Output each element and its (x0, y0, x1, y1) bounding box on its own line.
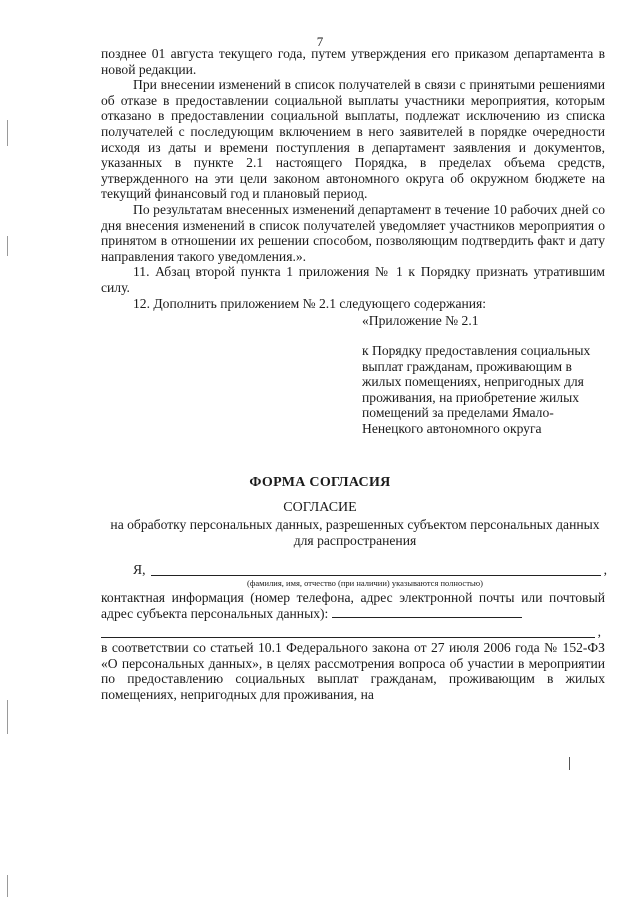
scan-margin-mark (7, 120, 8, 146)
paragraph-list-changes: При внесении изменений в список получателей в связи с принятыми решениями об отказе в предоставлении социальной выплаты участники мероприятия, которым отказано в предоставлении социальной выплаты, подлежат исключению из списка получателей с последующим включением в него заявителей в порядке очередности исходя из даты и времени поступления в департамент заявления и документов, указанных в пункте 2.1 настоящего Порядка, в пределах объема средств, утвержденного на эти цели законом автономного округа об окружном бюджете на текущий финансовый год и плановый период. (101, 77, 605, 202)
consent-subtitle: на обработку персональных данных, разрешенных субъектом персональных данных для распространения (110, 517, 600, 548)
contact-paragraph (101, 590, 605, 621)
page-number: 7 (316, 34, 324, 49)
contact-block (101, 590, 605, 621)
paragraph-continuation: позднее 01 августа текущего года, путем утверждения его приказом департамента в новой редакции. (101, 46, 605, 77)
contact-line-comma: , (597, 624, 601, 639)
scan-margin-mark (7, 700, 8, 734)
scan-margin-mark (7, 875, 8, 897)
contact-text: контактная информация (номер телефона, адрес электронной почты или почтовый адрес субъекта персональных данных): (101, 590, 605, 621)
scan-margin-mark (7, 236, 8, 256)
name-blank-field[interactable] (151, 575, 601, 576)
name-line-comma: , (603, 562, 607, 577)
paragraph-notification: По результатам внесенных изменений департамент в течение 10 рабочих дней со дня внесения изменений в список получателей уведомляет участников мероприятия о принятом в отношении их решении способом, позволяющим подтвердить факт и дату направления такого уведомления.». (101, 201, 605, 264)
legal-paragraph: в соответствии со статьей 10.1 Федерального закона от 27 июля 2006 года № 152-ФЗ «О персональных данных», в целях рассмотрения вопроса об участии в мероприятии по предоставлению социальных выплат гражданам, проживающим в жилых помещениях, непригодных для проживания, на (101, 640, 605, 702)
appendix-description: к Порядку предоставления социальных выплат гражданам, проживающим в жилых помещениях, непригодных для проживания, на приобретение жилых помещений за пределами Ямало-Ненецкого автономного округа (362, 343, 591, 436)
appendix-title: «Приложение № 2.1 (362, 313, 479, 328)
contact-blank-field-2[interactable] (101, 637, 595, 638)
paragraph-item-11: 11. Абзац второй пункта 1 приложения № 1 к Порядку признать утратившим силу. (101, 264, 605, 295)
paragraph-item-12: 12. Дополнить приложением № 2.1 следующего содержания: (133, 295, 487, 311)
name-entry-line (133, 562, 607, 578)
name-hint: (фамилия, имя, отчество (при наличии) указываются полностью) (247, 578, 483, 588)
legal-block (101, 640, 605, 702)
contact-blank-field[interactable] (332, 606, 522, 618)
ya-label: Я, (133, 562, 146, 577)
scan-artifact-mark (569, 757, 570, 770)
form-heading: ФОРМА СОГЛАСИЯ (249, 475, 391, 490)
contact-continuation-line (101, 624, 601, 640)
consent-title: СОГЛАСИЕ (283, 500, 357, 515)
body-text-top (101, 46, 605, 311)
